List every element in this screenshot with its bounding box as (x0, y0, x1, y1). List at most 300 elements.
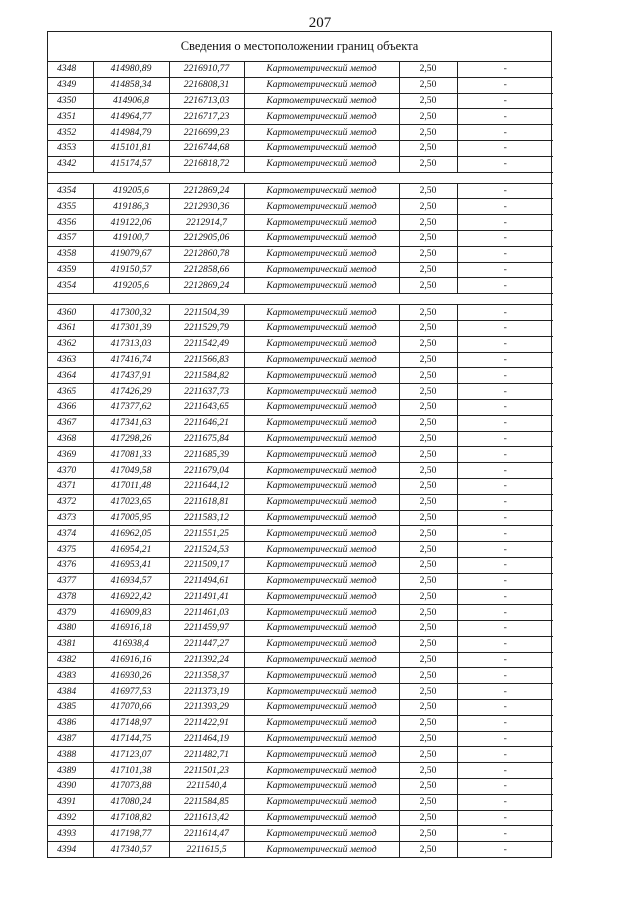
table-row (48, 199, 553, 215)
x-coordinate-cell: 417023,65 (93, 494, 169, 510)
point-number-cell: 4366 (48, 399, 93, 415)
sheet-title: Сведения о местоположении границ объекта (48, 32, 551, 62)
point-number-cell: 4387 (48, 731, 93, 747)
x-coordinate-cell: 419186,3 (93, 199, 169, 215)
table-row (48, 415, 553, 431)
method-cell: Картометрический метод (244, 384, 399, 400)
method-cell: Картометрический метод (244, 305, 399, 321)
x-coordinate-cell: 416938,4 (93, 636, 169, 652)
x-coordinate-cell: 414980,89 (93, 62, 169, 77)
point-number-cell: 4392 (48, 810, 93, 826)
point-number-cell: 4367 (48, 415, 93, 431)
description-cell: - (457, 589, 553, 605)
method-cell: Картометрический метод (244, 399, 399, 415)
accuracy-cell: 2,50 (399, 636, 457, 652)
accuracy-cell: 2,50 (399, 494, 457, 510)
y-coordinate-cell: 2211393,29 (169, 700, 244, 716)
table-row (48, 320, 553, 336)
point-number-cell: 4342 (48, 156, 93, 172)
x-coordinate-cell: 416909,83 (93, 605, 169, 621)
description-cell: - (457, 140, 553, 156)
x-coordinate-cell: 417144,75 (93, 731, 169, 747)
y-coordinate-cell: 2216744,68 (169, 140, 244, 156)
method-cell: Картометрический метод (244, 794, 399, 810)
y-coordinate-cell: 2211494,61 (169, 573, 244, 589)
x-coordinate-cell: 417416,74 (93, 352, 169, 368)
accuracy-cell: 2,50 (399, 652, 457, 668)
table-row (48, 109, 553, 125)
y-coordinate-cell: 2216910,77 (169, 62, 244, 77)
table-row (48, 384, 553, 400)
method-cell: Картометрический метод (244, 542, 399, 558)
x-coordinate-cell: 417300,32 (93, 305, 169, 321)
point-number-cell: 4356 (48, 215, 93, 231)
method-cell: Картометрический метод (244, 621, 399, 637)
table-row (48, 668, 553, 684)
accuracy-cell: 2,50 (399, 199, 457, 215)
accuracy-cell: 2,50 (399, 826, 457, 842)
y-coordinate-cell: 2211422,91 (169, 715, 244, 731)
accuracy-cell: 2,50 (399, 246, 457, 262)
point-number-cell: 4373 (48, 510, 93, 526)
table-row (48, 589, 553, 605)
description-cell: - (457, 183, 553, 199)
description-cell: - (457, 230, 553, 246)
x-coordinate-cell: 415174,57 (93, 156, 169, 172)
table-row (48, 557, 553, 573)
x-coordinate-cell: 419122,06 (93, 215, 169, 231)
y-coordinate-cell: 2211637,73 (169, 384, 244, 400)
point-number-cell: 4391 (48, 794, 93, 810)
accuracy-cell: 2,50 (399, 557, 457, 573)
description-cell: - (457, 542, 553, 558)
accuracy-cell: 2,50 (399, 384, 457, 400)
method-cell: Картометрический метод (244, 230, 399, 246)
x-coordinate-cell: 417377,62 (93, 399, 169, 415)
table-row (48, 605, 553, 621)
x-coordinate-cell: 419100,7 (93, 230, 169, 246)
point-number-cell: 4349 (48, 77, 93, 93)
point-number-cell: 4377 (48, 573, 93, 589)
x-coordinate-cell: 417437,91 (93, 368, 169, 384)
method-cell: Картометрический метод (244, 336, 399, 352)
x-coordinate-cell: 419150,57 (93, 262, 169, 278)
x-coordinate-cell: 417148,97 (93, 715, 169, 731)
accuracy-cell: 2,50 (399, 779, 457, 795)
point-number-cell: 4362 (48, 336, 93, 352)
description-cell: - (457, 368, 553, 384)
point-number-cell: 4389 (48, 763, 93, 779)
point-number-cell: 4380 (48, 621, 93, 637)
point-number-cell: 4371 (48, 478, 93, 494)
table-row (48, 526, 553, 542)
method-cell: Картометрический метод (244, 278, 399, 294)
method-cell: Картометрический метод (244, 826, 399, 842)
accuracy-cell: 2,50 (399, 668, 457, 684)
x-coordinate-cell: 417070,66 (93, 700, 169, 716)
method-cell: Картометрический метод (244, 77, 399, 93)
description-cell: - (457, 262, 553, 278)
accuracy-cell: 2,50 (399, 605, 457, 621)
table-row (48, 125, 553, 141)
accuracy-cell: 2,50 (399, 215, 457, 231)
description-cell: - (457, 478, 553, 494)
description-cell: - (457, 573, 553, 589)
group-separator-cell (48, 172, 553, 183)
description-cell: - (457, 125, 553, 141)
table-row (48, 542, 553, 558)
description-cell: - (457, 526, 553, 542)
table-row (48, 336, 553, 352)
table-row (48, 368, 553, 384)
x-coordinate-cell: 414906,8 (93, 93, 169, 109)
table-row (48, 652, 553, 668)
table-row (48, 77, 553, 93)
accuracy-cell: 2,50 (399, 747, 457, 763)
x-coordinate-cell: 417080,24 (93, 794, 169, 810)
table-row (48, 156, 553, 172)
y-coordinate-cell: 2211618,81 (169, 494, 244, 510)
y-coordinate-cell: 2211524,53 (169, 542, 244, 558)
point-number-cell: 4348 (48, 62, 93, 77)
y-coordinate-cell: 2211540,4 (169, 779, 244, 795)
y-coordinate-cell: 2211459,97 (169, 621, 244, 637)
accuracy-cell: 2,50 (399, 763, 457, 779)
accuracy-cell: 2,50 (399, 62, 457, 77)
point-number-cell: 4359 (48, 262, 93, 278)
table-row (48, 810, 553, 826)
description-cell: - (457, 93, 553, 109)
x-coordinate-cell: 417298,26 (93, 431, 169, 447)
point-number-cell: 4368 (48, 431, 93, 447)
x-coordinate-cell: 416953,41 (93, 557, 169, 573)
description-cell: - (457, 62, 553, 77)
x-coordinate-cell: 417313,03 (93, 336, 169, 352)
table-row (48, 230, 553, 246)
x-coordinate-cell: 414964,77 (93, 109, 169, 125)
accuracy-cell: 2,50 (399, 336, 457, 352)
table-row (48, 183, 553, 199)
point-number-cell: 4363 (48, 352, 93, 368)
table-row (48, 463, 553, 479)
description-cell: - (457, 399, 553, 415)
accuracy-cell: 2,50 (399, 415, 457, 431)
y-coordinate-cell: 2211679,04 (169, 463, 244, 479)
coordinates-table (48, 62, 553, 857)
point-number-cell: 4390 (48, 779, 93, 795)
method-cell: Картометрический метод (244, 262, 399, 278)
table-row (48, 447, 553, 463)
point-number-cell: 4350 (48, 93, 93, 109)
accuracy-cell: 2,50 (399, 573, 457, 589)
table-row (48, 510, 553, 526)
description-cell: - (457, 715, 553, 731)
method-cell: Картометрический метод (244, 700, 399, 716)
description-cell: - (457, 510, 553, 526)
x-coordinate-cell: 416916,18 (93, 621, 169, 637)
description-cell: - (457, 305, 553, 321)
table-row (48, 246, 553, 262)
table-row (48, 262, 553, 278)
point-number-cell: 4351 (48, 109, 93, 125)
x-coordinate-cell: 414984,79 (93, 125, 169, 141)
point-number-cell: 4369 (48, 447, 93, 463)
y-coordinate-cell: 2211482,71 (169, 747, 244, 763)
table-row (48, 278, 553, 294)
method-cell: Картометрический метод (244, 447, 399, 463)
method-cell: Картометрический метод (244, 510, 399, 526)
method-cell: Картометрический метод (244, 93, 399, 109)
accuracy-cell: 2,50 (399, 320, 457, 336)
point-number-cell: 4355 (48, 199, 93, 215)
x-coordinate-cell: 417340,57 (93, 842, 169, 857)
method-cell: Картометрический метод (244, 668, 399, 684)
table-row (48, 478, 553, 494)
table-row (48, 399, 553, 415)
table-row (48, 747, 553, 763)
y-coordinate-cell: 2211643,65 (169, 399, 244, 415)
accuracy-cell: 2,50 (399, 715, 457, 731)
y-coordinate-cell: 2211504,39 (169, 305, 244, 321)
method-cell: Картометрический метод (244, 199, 399, 215)
description-cell: - (457, 652, 553, 668)
accuracy-cell: 2,50 (399, 93, 457, 109)
description-cell: - (457, 779, 553, 795)
y-coordinate-cell: 2211566,83 (169, 352, 244, 368)
point-number-cell: 4382 (48, 652, 93, 668)
description-cell: - (457, 684, 553, 700)
method-cell: Картометрический метод (244, 842, 399, 857)
point-number-cell: 4381 (48, 636, 93, 652)
y-coordinate-cell: 2212914,7 (169, 215, 244, 231)
table-row (48, 731, 553, 747)
method-cell: Картометрический метод (244, 589, 399, 605)
description-cell: - (457, 605, 553, 621)
y-coordinate-cell: 2211584,85 (169, 794, 244, 810)
y-coordinate-cell: 2211447,27 (169, 636, 244, 652)
method-cell: Картометрический метод (244, 557, 399, 573)
accuracy-cell: 2,50 (399, 77, 457, 93)
group-separator-row (48, 294, 553, 305)
description-cell: - (457, 156, 553, 172)
method-cell: Картометрический метод (244, 763, 399, 779)
y-coordinate-cell: 2211614,47 (169, 826, 244, 842)
point-number-cell: 4394 (48, 842, 93, 857)
description-cell: - (457, 278, 553, 294)
y-coordinate-cell: 2211644,12 (169, 478, 244, 494)
accuracy-cell: 2,50 (399, 305, 457, 321)
description-cell: - (457, 557, 553, 573)
accuracy-cell: 2,50 (399, 183, 457, 199)
description-cell: - (457, 415, 553, 431)
point-number-cell: 4361 (48, 320, 93, 336)
description-cell: - (457, 384, 553, 400)
description-cell: - (457, 447, 553, 463)
method-cell: Картометрический метод (244, 573, 399, 589)
description-cell: - (457, 336, 553, 352)
method-cell: Картометрический метод (244, 368, 399, 384)
description-cell: - (457, 763, 553, 779)
table-row (48, 62, 553, 77)
y-coordinate-cell: 2211584,82 (169, 368, 244, 384)
description-cell: - (457, 794, 553, 810)
point-number-cell: 4358 (48, 246, 93, 262)
accuracy-cell: 2,50 (399, 399, 457, 415)
method-cell: Картометрический метод (244, 320, 399, 336)
point-number-cell: 4378 (48, 589, 93, 605)
method-cell: Картометрический метод (244, 494, 399, 510)
x-coordinate-cell: 416934,57 (93, 573, 169, 589)
table-row (48, 715, 553, 731)
x-coordinate-cell: 417049,58 (93, 463, 169, 479)
x-coordinate-cell: 414858,34 (93, 77, 169, 93)
table-row (48, 763, 553, 779)
point-number-cell: 4354 (48, 278, 93, 294)
x-coordinate-cell: 417081,33 (93, 447, 169, 463)
x-coordinate-cell: 417301,39 (93, 320, 169, 336)
x-coordinate-cell: 417198,77 (93, 826, 169, 842)
method-cell: Картометрический метод (244, 352, 399, 368)
y-coordinate-cell: 2212905,06 (169, 230, 244, 246)
description-cell: - (503, 843, 507, 855)
point-number-cell: 4370 (48, 463, 93, 479)
point-number-cell: 4365 (48, 384, 93, 400)
point-number-cell: 4388 (48, 747, 93, 763)
method-cell: Картометрический метод (244, 684, 399, 700)
accuracy-cell: 2,50 (399, 542, 457, 558)
x-coordinate-cell: 417011,48 (93, 478, 169, 494)
table-row (48, 305, 553, 321)
y-coordinate-cell: 2211646,21 (169, 415, 244, 431)
method-cell: Картометрический метод (244, 731, 399, 747)
page-number: 207 (308, 15, 332, 31)
accuracy-cell: 2,50 (399, 230, 457, 246)
y-coordinate-cell: 2211613,42 (169, 810, 244, 826)
x-coordinate-cell: 419079,67 (93, 246, 169, 262)
method-cell: Картометрический метод (244, 779, 399, 795)
point-number-cell: 4379 (48, 605, 93, 621)
x-coordinate-cell: 417005,95 (93, 510, 169, 526)
x-coordinate-cell: 417426,29 (93, 384, 169, 400)
x-coordinate-cell: 419205,6 (93, 183, 169, 199)
method-cell: Картометрический метод (244, 747, 399, 763)
y-coordinate-cell: 2212930,36 (169, 199, 244, 215)
table-row (48, 700, 553, 716)
accuracy-cell: 2,50 (399, 526, 457, 542)
y-coordinate-cell: 2211464,19 (169, 731, 244, 747)
description-cell: - (457, 731, 553, 747)
point-number-cell: 4376 (48, 557, 93, 573)
description-cell: - (457, 494, 553, 510)
y-coordinate-cell: 2211583,12 (169, 510, 244, 526)
description-cell: - (457, 199, 553, 215)
table-row (48, 494, 553, 510)
y-coordinate-cell: 2211675,84 (169, 431, 244, 447)
y-coordinate-cell: 2211501,23 (169, 763, 244, 779)
accuracy-cell: 2,50 (399, 140, 457, 156)
accuracy-cell: 2,50 (399, 447, 457, 463)
method-cell: Картометрический метод (244, 183, 399, 199)
y-coordinate-cell: 2211373,19 (169, 684, 244, 700)
point-number-cell: 4360 (48, 305, 93, 321)
x-coordinate-cell: 416977,53 (93, 684, 169, 700)
y-coordinate-cell: 2211615,5 (169, 842, 244, 857)
method-cell: Картометрический метод (244, 415, 399, 431)
x-coordinate-cell: 417123,07 (93, 747, 169, 763)
point-number-cell: 4352 (48, 125, 93, 141)
accuracy-cell: 2,50 (399, 278, 457, 294)
y-coordinate-cell: 2212869,24 (169, 183, 244, 199)
description-cell: - (457, 320, 553, 336)
x-coordinate-cell: 417101,38 (93, 763, 169, 779)
point-number-cell: 4364 (48, 368, 93, 384)
y-coordinate-cell: 2212860,78 (169, 246, 244, 262)
method-cell: Картометрический метод (244, 636, 399, 652)
method-cell: Картометрический метод (244, 652, 399, 668)
method-cell: Картометрический метод (244, 463, 399, 479)
method-cell: Картометрический метод (244, 715, 399, 731)
x-coordinate-cell: 416954,21 (93, 542, 169, 558)
x-coordinate-cell: 415101,81 (93, 140, 169, 156)
accuracy-cell: 2,50 (399, 156, 457, 172)
y-coordinate-cell: 2211685,39 (169, 447, 244, 463)
y-coordinate-cell: 2211529,79 (169, 320, 244, 336)
description-cell: - (457, 463, 553, 479)
accuracy-cell: 2,50 (399, 109, 457, 125)
x-coordinate-cell: 416916,16 (93, 652, 169, 668)
x-coordinate-cell: 416930,26 (93, 668, 169, 684)
description-cell: - (457, 246, 553, 262)
point-number-cell: 4393 (48, 826, 93, 842)
point-number-cell: 4357 (48, 230, 93, 246)
table-row (48, 215, 553, 231)
method-cell: Картометрический метод (244, 140, 399, 156)
boundary-sheet (47, 31, 552, 858)
description-cell: - (457, 747, 553, 763)
method-cell: Картометрический метод (244, 478, 399, 494)
method-cell: Картометрический метод (244, 605, 399, 621)
y-coordinate-cell: 2216699,23 (169, 125, 244, 141)
accuracy-cell: 2,50 (399, 589, 457, 605)
point-number-cell: 4375 (48, 542, 93, 558)
accuracy-cell: 2,50 (399, 842, 457, 857)
description-cell: - (457, 431, 553, 447)
x-coordinate-cell: 417108,82 (93, 810, 169, 826)
description-cell: - (457, 352, 553, 368)
accuracy-cell: 2,50 (399, 478, 457, 494)
point-number-cell: 4353 (48, 140, 93, 156)
group-separator-cell (48, 294, 553, 305)
accuracy-cell: 2,50 (399, 731, 457, 747)
y-coordinate-cell: 2216808,31 (169, 77, 244, 93)
accuracy-cell: 2,50 (399, 794, 457, 810)
table-row (48, 352, 553, 368)
point-number-cell: 4386 (48, 715, 93, 731)
accuracy-cell: 2,50 (399, 352, 457, 368)
x-coordinate-cell: 417073,88 (93, 779, 169, 795)
y-coordinate-cell: 2212869,24 (169, 278, 244, 294)
table-row (48, 779, 553, 795)
accuracy-cell: 2,50 (399, 510, 457, 526)
accuracy-cell: 2,50 (399, 621, 457, 637)
accuracy-cell: 2,50 (399, 368, 457, 384)
method-cell: Картометрический метод (244, 246, 399, 262)
point-number-cell: 4384 (48, 684, 93, 700)
accuracy-cell: 2,50 (399, 810, 457, 826)
y-coordinate-cell: 2211491,41 (169, 589, 244, 605)
accuracy-cell: 2,50 (399, 684, 457, 700)
description-cell: - (457, 621, 553, 637)
